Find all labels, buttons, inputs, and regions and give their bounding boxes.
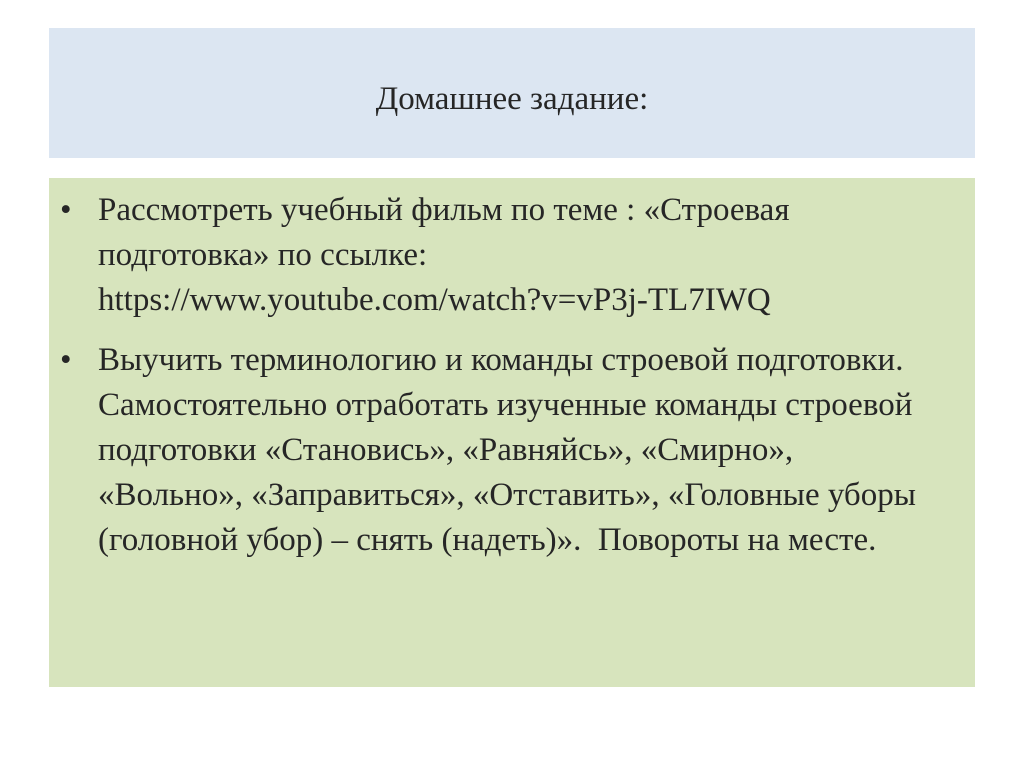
bullet-line: Рассмотреть учебный фильм по теме : «Строевая bbox=[98, 192, 790, 228]
bullet-line: (головной убор) – снять (надеть)». Повороты на месте. bbox=[98, 522, 877, 558]
bullet-line: Выучить терминологию и команды строевой подготовки. bbox=[98, 342, 904, 378]
slide-title-box bbox=[49, 28, 975, 158]
bullet-line: Самостоятельно отработать изученные команды строевой bbox=[98, 387, 913, 423]
bullet-line: «Вольно», «Заправиться», «Отставить», «Головные уборы bbox=[98, 477, 916, 513]
video-url-text: https://www.youtube.com/watch?v=vP3j-TL7IWQ bbox=[98, 282, 771, 318]
bullet-item bbox=[60, 188, 975, 323]
bullet-marker: • bbox=[60, 342, 72, 378]
bullet-line: подготовка» по ссылке: bbox=[98, 237, 428, 273]
bullet-line: подготовки «Становись», «Равняйсь», «Смирно», bbox=[98, 432, 794, 468]
slide-content-box bbox=[49, 178, 975, 687]
slide-title: Домашнее задание: bbox=[375, 81, 649, 117]
bullet-marker: • bbox=[60, 192, 72, 228]
bullet-item bbox=[60, 338, 975, 563]
